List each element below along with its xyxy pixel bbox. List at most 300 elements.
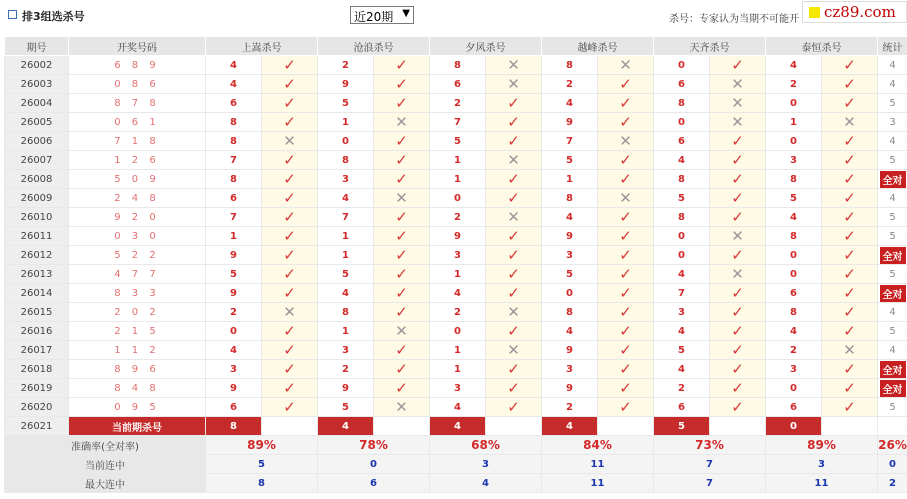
cross-icon: ✕ <box>374 189 430 208</box>
kill-number-cell: 6 <box>654 132 710 151</box>
period-cell: 26013 <box>5 265 69 284</box>
kill-number-cell: 4 <box>206 56 262 75</box>
table-header-row <box>5 37 907 56</box>
check-icon: ✓ <box>822 398 878 417</box>
check-icon: ✓ <box>374 284 430 303</box>
kill-number-cell: 5 <box>318 265 374 284</box>
current-kill-spacer <box>710 417 766 436</box>
check-icon: ✓ <box>822 265 878 284</box>
period-cell: 26009 <box>5 189 69 208</box>
cross-icon: ✕ <box>262 303 318 322</box>
period-cell: 26019 <box>5 379 69 398</box>
kill-number-cell: 4 <box>318 284 374 303</box>
cross-icon: ✕ <box>598 189 654 208</box>
check-icon: ✓ <box>710 208 766 227</box>
table-row <box>5 151 907 170</box>
stat-cell: 5 <box>878 227 907 246</box>
kill-number-cell: 6 <box>654 398 710 417</box>
draw-numbers-cell: 8 4 8 <box>69 379 206 398</box>
draw-numbers-cell: 2 1 5 <box>69 322 206 341</box>
table-row <box>5 189 907 208</box>
top-bar <box>0 0 907 31</box>
period-range-select[interactable] <box>350 6 414 24</box>
kill-number-cell: 5 <box>654 189 710 208</box>
check-icon: ✓ <box>598 398 654 417</box>
check-icon: ✓ <box>822 189 878 208</box>
kill-number-cell: 2 <box>430 303 486 322</box>
period-cell: 26014 <box>5 284 69 303</box>
kill-number-cell: 2 <box>766 75 822 94</box>
kill-number-cell: 6 <box>206 189 262 208</box>
kill-number-cell: 4 <box>542 94 598 113</box>
table-row <box>5 284 907 303</box>
check-icon: ✓ <box>598 246 654 265</box>
draw-numbers-cell: 1 2 6 <box>69 151 206 170</box>
cross-icon: ✕ <box>822 113 878 132</box>
summary-label: 准确率(全对率) <box>5 436 206 455</box>
period-cell: 26015 <box>5 303 69 322</box>
kill-number-cell: 1 <box>542 170 598 189</box>
kill-number-cell: 3 <box>766 151 822 170</box>
check-icon: ✓ <box>598 170 654 189</box>
kill-number-cell: 0 <box>654 113 710 132</box>
kill-number-cell: 8 <box>766 303 822 322</box>
summary-value: 3 <box>766 455 878 474</box>
check-icon: ✓ <box>710 379 766 398</box>
check-icon: ✓ <box>598 284 654 303</box>
summary-value: 5 <box>206 455 318 474</box>
kill-number-cell: 8 <box>654 170 710 189</box>
check-icon: ✓ <box>710 322 766 341</box>
col-expert-5[interactable]: 天齐杀号 <box>654 37 766 56</box>
cross-icon: ✕ <box>710 113 766 132</box>
period-cell: 26017 <box>5 341 69 360</box>
kill-number-cell: 3 <box>542 360 598 379</box>
check-icon: ✓ <box>374 75 430 94</box>
check-icon: ✓ <box>598 360 654 379</box>
check-icon: ✓ <box>374 360 430 379</box>
draw-numbers-cell: 0 9 5 <box>69 398 206 417</box>
stat-cell: 5 <box>878 151 907 170</box>
check-icon: ✓ <box>262 284 318 303</box>
kill-number-cell: 5 <box>318 94 374 113</box>
summary-value: 11 <box>542 455 654 474</box>
summary-value: 84% <box>542 436 654 455</box>
table-row <box>5 113 907 132</box>
check-icon: ✓ <box>822 151 878 170</box>
check-icon: ✓ <box>374 341 430 360</box>
kill-number-cell: 3 <box>318 341 374 360</box>
summary-value: 7 <box>654 474 766 493</box>
summary-value: 89% <box>766 436 878 455</box>
kill-number-cell: 0 <box>766 265 822 284</box>
summary-row <box>5 474 907 493</box>
check-icon: ✓ <box>374 94 430 113</box>
check-icon: ✓ <box>262 379 318 398</box>
kill-number-cell: 1 <box>430 360 486 379</box>
check-icon: ✓ <box>822 227 878 246</box>
check-icon: ✓ <box>262 322 318 341</box>
kill-number-cell: 5 <box>318 398 374 417</box>
kill-number-cell: 0 <box>542 284 598 303</box>
draw-numbers-cell: 8 7 8 <box>69 94 206 113</box>
check-icon: ✓ <box>486 94 542 113</box>
col-expert-3[interactable]: 夕风杀号 <box>430 37 542 56</box>
cross-icon: ✕ <box>486 341 542 360</box>
table-row <box>5 246 907 265</box>
stat-cell: 4 <box>878 341 907 360</box>
cross-icon: ✕ <box>262 132 318 151</box>
section-checkbox-icon[interactable] <box>8 10 17 19</box>
all-correct-badge: 全对 <box>880 380 906 397</box>
page-title: 排3组选杀号 <box>22 10 85 23</box>
check-icon: ✓ <box>822 379 878 398</box>
draw-numbers-cell: 5 0 9 <box>69 170 206 189</box>
check-icon: ✓ <box>374 303 430 322</box>
check-icon: ✓ <box>374 132 430 151</box>
kill-number-cell: 2 <box>766 341 822 360</box>
draw-numbers-cell: 7 1 8 <box>69 132 206 151</box>
kill-number-cell: 4 <box>766 208 822 227</box>
kill-number-cell: 9 <box>206 246 262 265</box>
cross-icon: ✕ <box>822 341 878 360</box>
current-kill-number: 4 <box>542 417 598 436</box>
cross-icon: ✕ <box>710 227 766 246</box>
table-row <box>5 75 907 94</box>
kill-number-cell: 4 <box>430 398 486 417</box>
table-row <box>5 265 907 284</box>
kill-number-cell: 9 <box>430 227 486 246</box>
kill-number-cell: 8 <box>542 189 598 208</box>
check-icon: ✓ <box>710 56 766 75</box>
summary-value: 11 <box>766 474 878 493</box>
check-icon: ✓ <box>262 360 318 379</box>
check-icon: ✓ <box>486 246 542 265</box>
check-icon: ✓ <box>374 151 430 170</box>
kill-number-cell: 6 <box>206 398 262 417</box>
cross-icon: ✕ <box>486 56 542 75</box>
kill-number-cell: 3 <box>206 360 262 379</box>
draw-numbers-cell: 0 8 6 <box>69 75 206 94</box>
period-cell: 26005 <box>5 113 69 132</box>
current-kill-label: 当前期杀号 <box>69 417 206 436</box>
table-row <box>5 398 907 417</box>
check-icon: ✓ <box>710 303 766 322</box>
table-row <box>5 322 907 341</box>
check-icon: ✓ <box>374 379 430 398</box>
current-kill-number: 4 <box>318 417 374 436</box>
kill-number-cell: 0 <box>766 379 822 398</box>
draw-numbers-cell: 9 2 0 <box>69 208 206 227</box>
kill-number-cell: 8 <box>430 56 486 75</box>
stat-cell: 5 <box>878 94 907 113</box>
draw-numbers-cell: 1 1 2 <box>69 341 206 360</box>
kill-number-cell: 4 <box>654 265 710 284</box>
kill-number-cell: 8 <box>206 113 262 132</box>
draw-numbers-cell: 4 7 7 <box>69 265 206 284</box>
check-icon: ✓ <box>486 227 542 246</box>
kill-number-cell: 9 <box>206 379 262 398</box>
check-icon: ✓ <box>486 113 542 132</box>
cross-icon: ✕ <box>374 398 430 417</box>
summary-value: 4 <box>430 474 542 493</box>
check-icon: ✓ <box>822 208 878 227</box>
period-cell: 26018 <box>5 360 69 379</box>
kill-number-cell: 1 <box>318 113 374 132</box>
kill-number-cell: 0 <box>654 227 710 246</box>
stat-cell: 5 <box>878 208 907 227</box>
check-icon: ✓ <box>598 341 654 360</box>
kill-number-cell: 1 <box>430 265 486 284</box>
summary-stat: 26% <box>878 436 907 455</box>
table-row <box>5 341 907 360</box>
check-icon: ✓ <box>262 227 318 246</box>
kill-number-cell: 1 <box>206 227 262 246</box>
kill-number-cell: 2 <box>654 379 710 398</box>
kill-number-cell: 5 <box>206 265 262 284</box>
kill-number-cell: 5 <box>542 151 598 170</box>
check-icon: ✓ <box>486 265 542 284</box>
check-icon: ✓ <box>262 75 318 94</box>
check-icon: ✓ <box>262 398 318 417</box>
period-cell: 26020 <box>5 398 69 417</box>
kill-number-cell: 2 <box>430 94 486 113</box>
col-expert-6[interactable]: 泰恒杀号 <box>766 37 878 56</box>
check-icon: ✓ <box>822 94 878 113</box>
kill-number-cell: 9 <box>542 227 598 246</box>
kill-number-cell: 0 <box>654 56 710 75</box>
kill-number-cell: 2 <box>430 208 486 227</box>
summary-label: 当前连中 <box>5 455 206 474</box>
summary-value: 0 <box>318 455 430 474</box>
cross-icon: ✕ <box>710 94 766 113</box>
kill-number-cell: 3 <box>766 360 822 379</box>
cross-icon: ✕ <box>486 151 542 170</box>
kill-number-cell: 0 <box>206 322 262 341</box>
table-row <box>5 360 907 379</box>
check-icon: ✓ <box>710 132 766 151</box>
draw-numbers-cell: 6 8 9 <box>69 56 206 75</box>
kill-number-cell: 8 <box>542 56 598 75</box>
table-row <box>5 94 907 113</box>
check-icon: ✓ <box>262 94 318 113</box>
check-icon: ✓ <box>374 56 430 75</box>
check-icon: ✓ <box>598 94 654 113</box>
brand-square-icon <box>809 7 820 18</box>
kill-number-cell: 2 <box>542 75 598 94</box>
kill-number-cell: 2 <box>206 303 262 322</box>
kill-number-cell: 0 <box>430 189 486 208</box>
kill-number-cell: 2 <box>542 398 598 417</box>
current-kill-spacer <box>486 417 542 436</box>
all-correct-badge: 全对 <box>880 247 906 264</box>
kill-number-cell: 8 <box>206 132 262 151</box>
kill-number-cell: 9 <box>542 113 598 132</box>
kill-number-cell: 8 <box>766 227 822 246</box>
check-icon: ✓ <box>822 360 878 379</box>
check-icon: ✓ <box>262 265 318 284</box>
cross-icon: ✕ <box>598 56 654 75</box>
kill-number-cell: 7 <box>430 113 486 132</box>
draw-numbers-cell: 8 9 6 <box>69 360 206 379</box>
kill-number-cell: 9 <box>206 284 262 303</box>
current-period-cell: 26021 <box>5 417 69 436</box>
check-icon: ✓ <box>486 398 542 417</box>
table-row <box>5 379 907 398</box>
period-cell: 26010 <box>5 208 69 227</box>
check-icon: ✓ <box>262 56 318 75</box>
check-icon: ✓ <box>262 189 318 208</box>
stat-cell: 5 <box>878 398 907 417</box>
check-icon: ✓ <box>598 227 654 246</box>
kill-number-cell: 3 <box>430 379 486 398</box>
summary-value: 68% <box>430 436 542 455</box>
col-expert-2[interactable]: 沧浪杀号 <box>318 37 430 56</box>
check-icon: ✓ <box>262 341 318 360</box>
col-numbers: 开奖号码 <box>69 37 206 56</box>
kill-number-cell: 5 <box>430 132 486 151</box>
kill-number-cell: 8 <box>318 151 374 170</box>
kill-number-cell: 8 <box>654 208 710 227</box>
kill-number-cell: 3 <box>318 170 374 189</box>
summary-value: 6 <box>318 474 430 493</box>
current-kill-number: 4 <box>430 417 486 436</box>
cross-icon: ✕ <box>710 75 766 94</box>
check-icon: ✓ <box>486 360 542 379</box>
kill-number-cell: 0 <box>654 246 710 265</box>
kill-number-cell: 4 <box>542 208 598 227</box>
kill-number-cell: 2 <box>318 56 374 75</box>
col-expert-4[interactable]: 越峰杀号 <box>542 37 654 56</box>
col-stats: 统计 <box>878 37 907 56</box>
stat-cell: 4 <box>878 303 907 322</box>
stat-cell <box>878 246 907 265</box>
kill-number-cell: 5 <box>542 265 598 284</box>
check-icon: ✓ <box>486 379 542 398</box>
table-row <box>5 132 907 151</box>
check-icon: ✓ <box>486 132 542 151</box>
current-kill-spacer <box>262 417 318 436</box>
table-row <box>5 303 907 322</box>
check-icon: ✓ <box>598 75 654 94</box>
kill-number-cell: 3 <box>654 303 710 322</box>
table-row <box>5 170 907 189</box>
kill-number-cell: 5 <box>766 189 822 208</box>
stat-cell: 3 <box>878 113 907 132</box>
check-icon: ✓ <box>598 303 654 322</box>
check-icon: ✓ <box>822 132 878 151</box>
check-icon: ✓ <box>486 322 542 341</box>
summary-value: 3 <box>430 455 542 474</box>
check-icon: ✓ <box>262 170 318 189</box>
stat-cell <box>878 284 907 303</box>
check-icon: ✓ <box>822 322 878 341</box>
check-icon: ✓ <box>710 189 766 208</box>
check-icon: ✓ <box>374 227 430 246</box>
check-icon: ✓ <box>710 341 766 360</box>
draw-numbers-cell: 0 6 1 <box>69 113 206 132</box>
kill-number-cell: 4 <box>654 360 710 379</box>
all-correct-badge: 全对 <box>880 285 906 302</box>
col-expert-1[interactable]: 上嵩杀号 <box>206 37 318 56</box>
check-icon: ✓ <box>374 170 430 189</box>
check-icon: ✓ <box>710 170 766 189</box>
kill-number-cell: 9 <box>542 341 598 360</box>
stat-cell <box>878 379 907 398</box>
draw-numbers-cell: 5 2 2 <box>69 246 206 265</box>
period-range-value: 近20期 <box>354 10 394 24</box>
summary-stat: 2 <box>878 474 907 493</box>
draw-numbers-cell: 2 0 2 <box>69 303 206 322</box>
kill-number-cell: 0 <box>430 322 486 341</box>
kill-number-cell: 6 <box>430 75 486 94</box>
kill-number-cell: 8 <box>766 170 822 189</box>
stat-cell: 4 <box>878 56 907 75</box>
kill-number-cell: 4 <box>430 284 486 303</box>
cross-icon: ✕ <box>486 75 542 94</box>
kill-number-cell: 8 <box>654 94 710 113</box>
check-icon: ✓ <box>374 265 430 284</box>
kill-number-cell: 1 <box>318 227 374 246</box>
kill-number-cell: 1 <box>318 246 374 265</box>
stat-cell <box>878 360 907 379</box>
kill-number-cell: 7 <box>542 132 598 151</box>
kill-number-cell: 6 <box>206 94 262 113</box>
kill-number-cell: 0 <box>766 246 822 265</box>
check-icon: ✓ <box>598 379 654 398</box>
kill-number-cell: 9 <box>542 379 598 398</box>
cross-icon: ✕ <box>710 265 766 284</box>
check-icon: ✓ <box>710 284 766 303</box>
period-cell: 26008 <box>5 170 69 189</box>
draw-numbers-cell: 0 3 0 <box>69 227 206 246</box>
kill-number-cell: 1 <box>318 322 374 341</box>
check-icon: ✓ <box>710 151 766 170</box>
stat-cell: 4 <box>878 189 907 208</box>
stat-cell: 4 <box>878 132 907 151</box>
kill-number-cell: 7 <box>206 151 262 170</box>
period-cell: 26006 <box>5 132 69 151</box>
brand-logo[interactable] <box>802 1 907 23</box>
check-icon: ✓ <box>262 151 318 170</box>
kill-number-cell: 4 <box>654 322 710 341</box>
current-stat-cell <box>878 417 907 436</box>
current-kill-spacer <box>598 417 654 436</box>
check-icon: ✓ <box>598 208 654 227</box>
all-correct-badge: 全对 <box>880 171 906 188</box>
current-kill-number: 5 <box>654 417 710 436</box>
kill-number-cell: 1 <box>766 113 822 132</box>
kill-number-cell: 0 <box>766 132 822 151</box>
col-period: 期号 <box>5 37 69 56</box>
check-icon: ✓ <box>486 189 542 208</box>
check-icon: ✓ <box>822 75 878 94</box>
cross-icon: ✕ <box>598 132 654 151</box>
cross-icon: ✕ <box>374 113 430 132</box>
cross-icon: ✕ <box>374 322 430 341</box>
check-icon: ✓ <box>262 246 318 265</box>
summary-value: 8 <box>206 474 318 493</box>
kill-number-cell: 4 <box>318 189 374 208</box>
kill-number-cell: 0 <box>766 94 822 113</box>
check-icon: ✓ <box>710 398 766 417</box>
brand-text: cz89.com <box>824 3 896 21</box>
check-icon: ✓ <box>710 246 766 265</box>
cross-icon: ✕ <box>486 208 542 227</box>
kill-number-cell: 8 <box>542 303 598 322</box>
kill-number-cell: 7 <box>318 208 374 227</box>
kill-number-cell: 3 <box>430 246 486 265</box>
